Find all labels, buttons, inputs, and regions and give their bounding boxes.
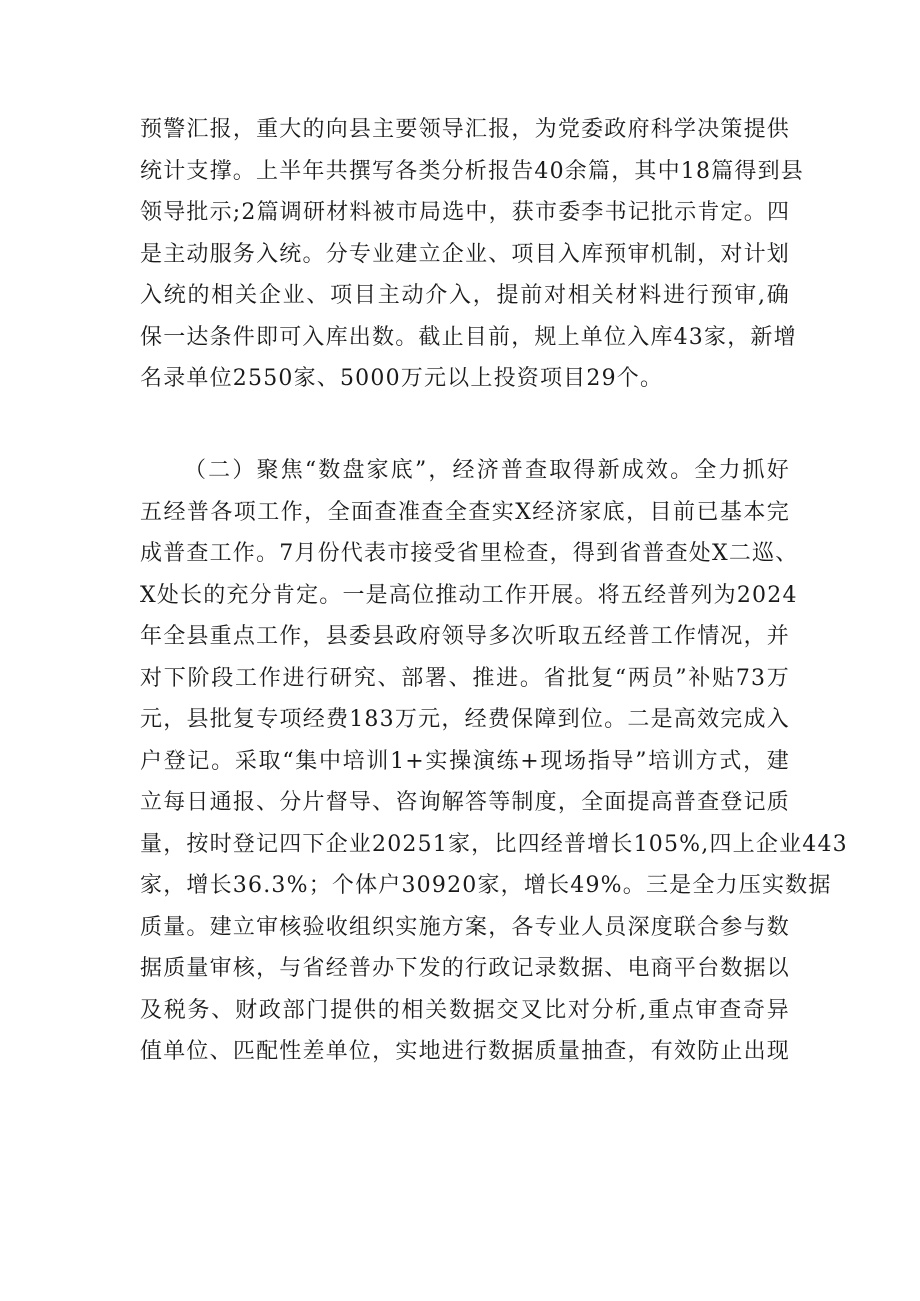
text-line: 保一达条件即可入库出数。截止目前，规上单位入库43家，新增 <box>140 324 797 350</box>
text-line: 质量。建立审核验收组织实施方案，各专业人员深度联合参与数 <box>140 914 790 940</box>
text-line: 是主动服务入统。分专业建立企业、项目入库预审机制，对计划 <box>140 241 790 267</box>
text-line: 量，按时登记四下企业20251家，比四经普增长105%,四上企业443 <box>140 831 848 857</box>
text-line: 对下阶段工作进行研究、部署、推进。省批复“两员”补贴73万 <box>140 665 790 691</box>
text-line: 预警汇报，重大的向县主要领导汇报，为党委政府科学决策提供 <box>140 117 790 142</box>
text-line: 户登记。采取“集中培训1+实操演练+现场指导”培训方式，建 <box>140 748 790 774</box>
text-line: 元，县批复专项经费183万元，经费保障到位。二是高效完成入 <box>140 707 790 732</box>
text-line: 入统的相关企业、项目主动介入，提前对相关材料进行预审,确 <box>140 283 790 308</box>
text-line: 名录单位2550家、5000万元以上投资项目29个。 <box>140 366 664 391</box>
text-line: 及税务、财政部门提供的相关数据交叉比对分析,重点审查奇异 <box>140 997 790 1023</box>
text-line: 值单位、匹配性差单位，实地进行数据质量抽查，有效防止出现 <box>140 1039 790 1064</box>
text-line: 据质量审核，与省经普办下发的行政记录数据、电商平台数据以 <box>140 956 790 981</box>
text-line: 年全县重点工作，县委县政府领导多次听取五经普工作情况，并 <box>140 624 790 649</box>
text-line: 成普查工作。7月份代表市接受省里检查，得到省普查处X二巡、 <box>140 541 799 566</box>
text-line: 立每日通报、分片督导、咨询解答等制度，全面提高普查登记质 <box>140 790 790 815</box>
text-line: 家，增长36.3%；个体户30920家，增长49%。三是全力压实数据 <box>140 873 832 898</box>
text-line: 领导批示;2篇调研材料被市局选中，获市委李书记批示肯定。四 <box>140 200 791 225</box>
section-heading-line: （二）聚焦“数盘家底”，经济普查取得新成效。全力抓好 <box>184 458 790 483</box>
paragraph-economic-census <box>140 450 848 1073</box>
text-line: X处长的充分肯定。一是高位推动工作开展。将五经普列为2024 <box>140 582 798 608</box>
text-line: 统计支撑。上半年共撰写各类分析报告40余篇，其中18篇得到县 <box>140 158 804 184</box>
text-line: 五经普各项工作，全面查准查全查实X经济家底，目前已基本完 <box>140 499 790 525</box>
paragraph-statistics-services <box>140 109 804 400</box>
